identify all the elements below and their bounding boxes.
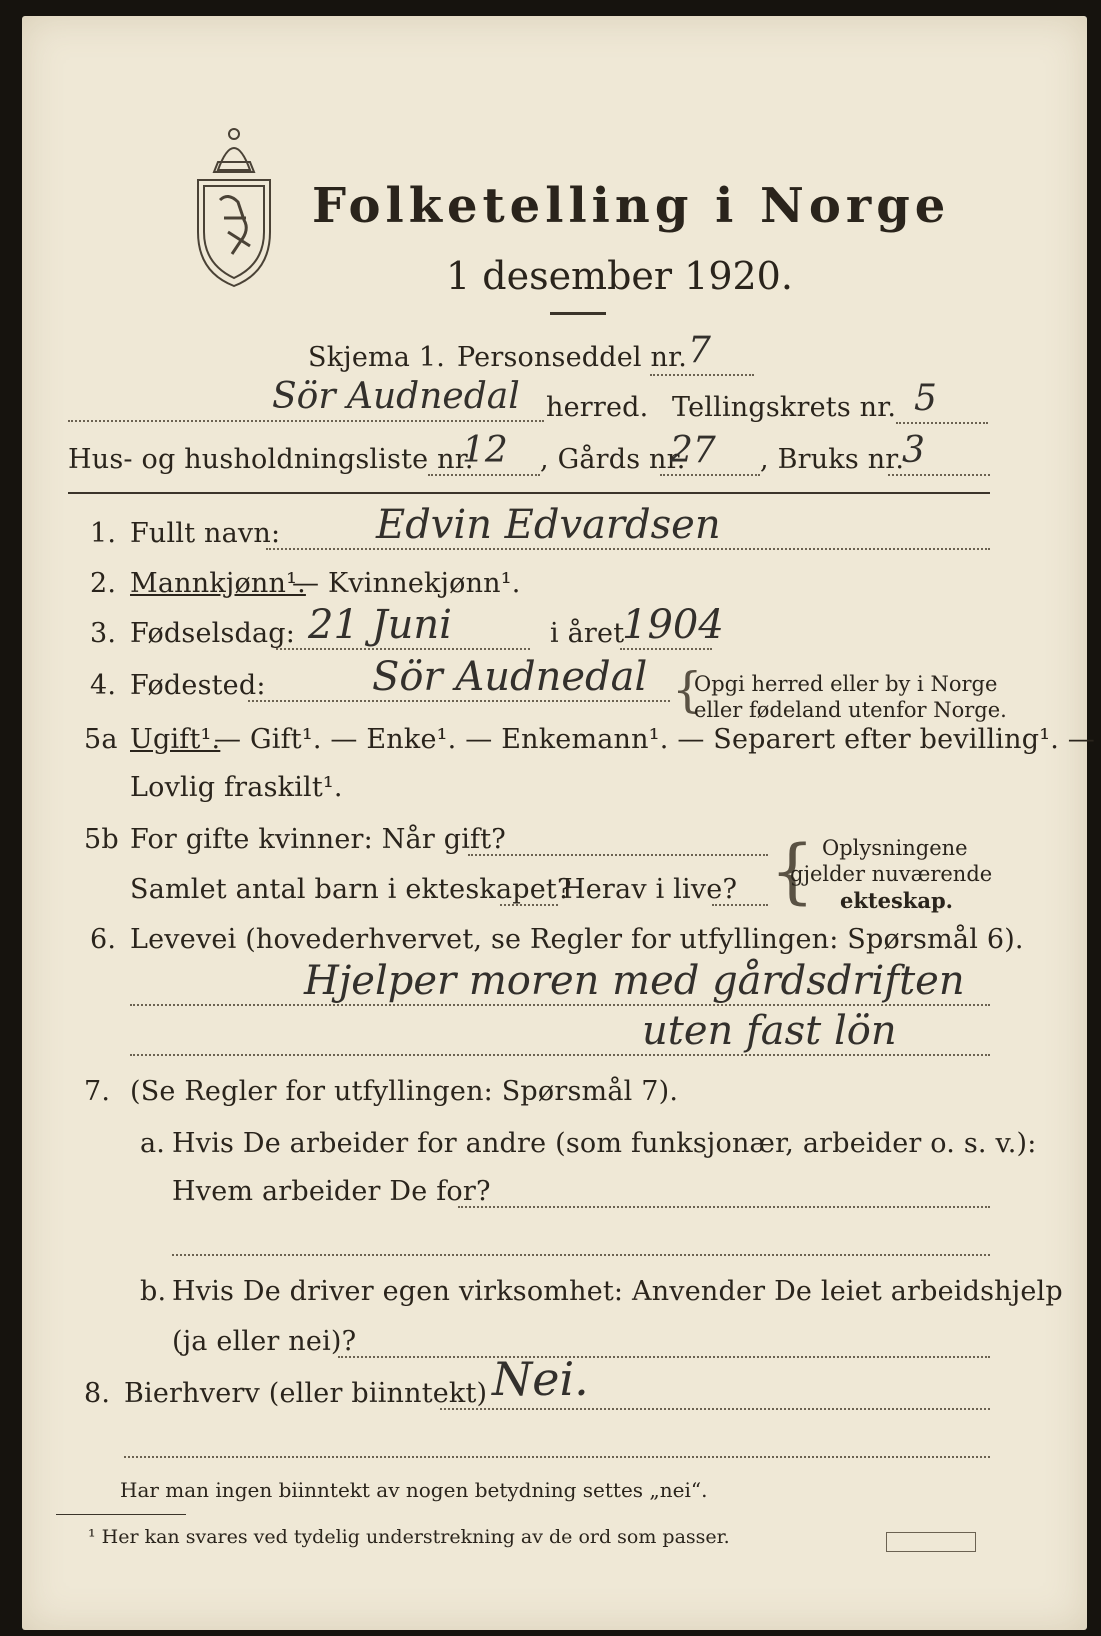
q7b-hired-help-line (338, 1356, 990, 1358)
q8-line2 (124, 1456, 990, 1458)
q7b-number: b. (140, 1276, 167, 1307)
q5b-note-line1: Oplysningene (822, 836, 968, 860)
herred-value: Sör Audnedal (272, 376, 520, 417)
hus-line (428, 474, 540, 476)
q7a-employer-line2 (172, 1254, 990, 1256)
q6-line2 (130, 1054, 990, 1056)
q6-occupation-line1: Hjelper moren med gårdsdriften (304, 958, 965, 1004)
q1-label: Fullt navn: (130, 518, 281, 549)
q5a-unmarried-option: Ugift¹. (130, 724, 221, 755)
gards-value: 27 (670, 430, 716, 471)
footnote-rule (56, 1514, 186, 1515)
hus-label: Hus- og husholdningsliste nr. (68, 444, 474, 475)
q5b-alive-line (712, 904, 768, 906)
q3-number: 3. (90, 618, 117, 649)
q5b-alive-label: Herav i live? (562, 874, 738, 905)
q7a-label: Hvis De arbeider for andre (som funksjonær, arbeider o. s. v.): (172, 1128, 1037, 1159)
q3-year-line (620, 648, 712, 650)
q5b-children-line (500, 904, 558, 906)
q4-note-line2: eller fødeland utenfor Norge. (694, 698, 1007, 722)
side-income-note: Har man ingen biinntekt av nogen betydning settes „nei“. (120, 1478, 708, 1502)
q4-brace: { (672, 662, 703, 718)
q3-birth-year: 1904 (622, 602, 724, 648)
tellingskrets-label: Tellingskrets nr. (672, 392, 897, 423)
title-divider (550, 312, 606, 315)
census-date: 1 desember 1920. (446, 254, 793, 298)
q8-line (440, 1408, 990, 1410)
q1-full-name: Edvin Edvardsen (376, 502, 721, 548)
q7-label: (Se Regler for utfyllingen: Spørsmål 7). (130, 1076, 679, 1107)
q7a-employer-label: Hvem arbeider De for? (172, 1176, 491, 1207)
q7a-number: a. (140, 1128, 166, 1159)
header-rule (68, 492, 990, 494)
q5b-married-line (468, 854, 768, 856)
q7b-label: Hvis De driver egen virksomhet: Anvender De leiet arbeidshjelp (172, 1276, 1063, 1307)
personseddel-label: Personseddel nr. (457, 342, 688, 373)
q5b-children-label: Samlet antal barn i ekteskapet? (130, 874, 572, 905)
q5b-label: For gifte kvinner: Når gift? (130, 824, 506, 855)
q6-occupation-line2: uten fast lön (642, 1008, 897, 1054)
q5b-brace: { (770, 830, 815, 912)
hus-value: 12 (462, 430, 508, 471)
q4-birthplace: Sör Audnedal (372, 654, 648, 700)
tellingskrets-line (896, 422, 988, 424)
census-form-page (22, 16, 1095, 1630)
q4-note-line1: Opgi herred eller by i Norge (694, 672, 998, 696)
herred-line (68, 420, 544, 422)
coat-of-arms-icon (188, 122, 280, 290)
bruks-label: , Bruks nr. (760, 444, 905, 475)
q1-number: 1. (90, 518, 117, 549)
q5b-note-line3: ekteskap. (840, 888, 953, 913)
q5a-other-options: — Gift¹. — Enke¹. — Enkemann¹. — Separert efter bevilling¹. — (214, 724, 1095, 755)
q2-female-option: — Kvinnekjønn¹. (292, 568, 521, 599)
q8-side-income: Nei. (492, 1352, 589, 1406)
tellingskrets-value: 5 (914, 378, 937, 419)
q8-number: 8. (84, 1378, 111, 1409)
q3-year-label: i året (550, 618, 625, 649)
q3-birthday: 21 Juni (308, 602, 452, 648)
q6-number: 6. (90, 924, 117, 955)
gards-line (660, 474, 760, 476)
q2-male-option: Mannkjønn¹. (130, 568, 306, 599)
q4-number: 4. (90, 670, 117, 701)
q2-number: 2. (90, 568, 117, 599)
bruks-value: 3 (902, 430, 925, 471)
q7-number: 7. (84, 1076, 111, 1107)
bruks-line (888, 474, 990, 476)
q4-line (248, 700, 670, 702)
gards-label: , Gårds nr. (540, 444, 686, 475)
q3-label: Fødselsdag: (130, 618, 296, 649)
personseddel-value: 7 (688, 330, 711, 371)
personseddel-line (650, 374, 754, 376)
q1-line (266, 548, 990, 550)
skjema-label: Skjema 1. (308, 342, 446, 373)
herred-label: herred. (546, 392, 649, 423)
q5b-number: 5b (84, 824, 119, 855)
q6-label: Levevei (hovederhvervet, se Regler for utfyllingen: Spørsmål 6). (130, 924, 1024, 955)
form-title: Folketelling i Norge (312, 178, 951, 234)
q6-line1 (130, 1004, 990, 1006)
printer-stamp (886, 1532, 976, 1552)
q7a-employer-line (458, 1206, 990, 1208)
q4-label: Fødested: (130, 670, 266, 701)
q3-line (276, 648, 530, 650)
q5a-divorced-option: Lovlig fraskilt¹. (130, 772, 343, 803)
q8-label: Bierhverv (eller biinntekt) (124, 1378, 488, 1409)
footnote: ¹ Her kan svares ved tydelig understrekning av de ord som passer. (88, 1526, 730, 1548)
q5a-number: 5a (84, 724, 118, 755)
q7b-hired-help-label: (ja eller nei)? (172, 1326, 357, 1357)
q5b-note-line2: gjelder nuværende (790, 862, 993, 886)
